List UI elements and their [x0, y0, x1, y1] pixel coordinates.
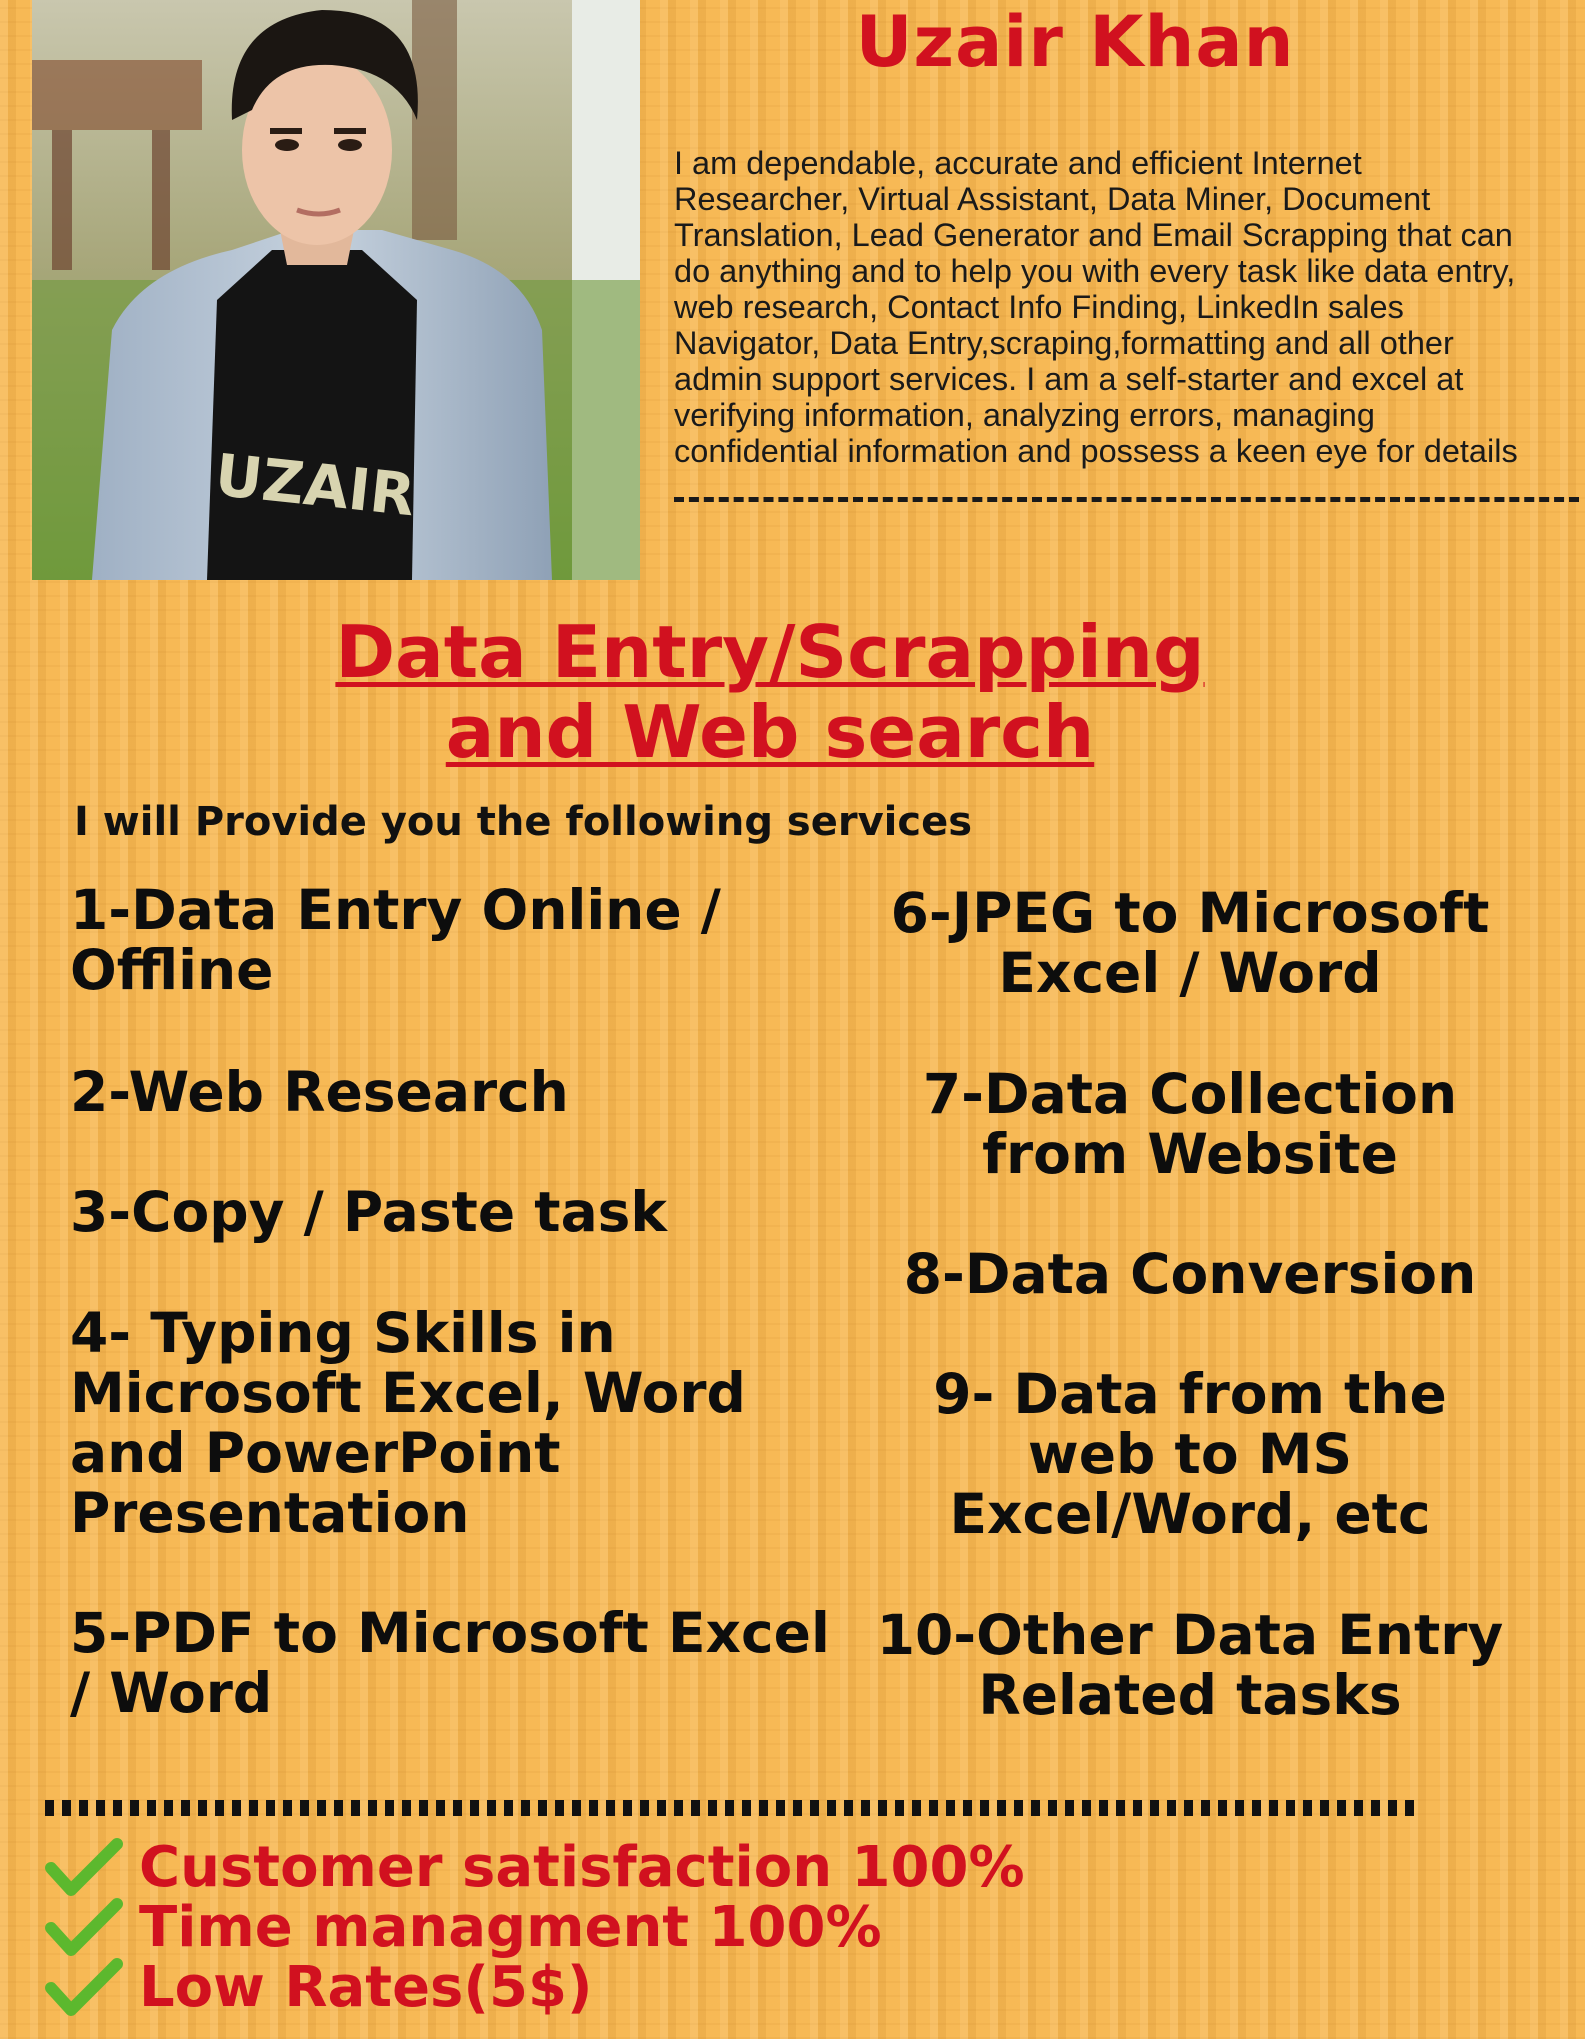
service-line: Related tasks [978, 1663, 1402, 1727]
services-intro: I will Provide you the following services [74, 799, 973, 845]
service-line: / Word [70, 1661, 273, 1725]
profile-name: Uzair Khan [855, 1, 1295, 83]
service-item-10 [860, 1605, 1520, 1725]
service-line: Microsoft Excel, Word [70, 1361, 746, 1425]
service-line: 7-Data Collection [922, 1062, 1458, 1126]
service-line: Presentation [70, 1481, 470, 1545]
highlight-text: Low Rates(5$) [139, 1955, 593, 2020]
service-line: 9- Data from the [933, 1362, 1447, 1426]
service-item-6 [860, 883, 1520, 1003]
service-item-2 [70, 1062, 870, 1122]
bio-line: admin support services. I am a self-starter and excel at [674, 361, 1464, 397]
bio-line: web research, Contact Info Finding, LinkedIn sales [674, 289, 1404, 325]
service-item-7 [860, 1064, 1520, 1184]
header-divider [674, 497, 1579, 502]
highlight-item [45, 1835, 1245, 1900]
highlight-item [45, 1955, 1245, 2020]
service-line: 2-Web Research [70, 1060, 569, 1124]
bio-line: confidential information and possess a keen eye for details [674, 433, 1518, 469]
service-item-5 [70, 1603, 870, 1723]
service-line: 1-Data Entry Online / [70, 878, 721, 942]
profile-photo-illustration [32, 0, 640, 580]
service-line: 10-Other Data Entry [876, 1603, 1504, 1667]
service-line: 5-PDF to Microsoft Excel [70, 1601, 830, 1665]
title-line-2: and Web search [445, 690, 1095, 774]
bio-line: Navigator, Data Entry,scraping,formatting and all other [674, 325, 1454, 361]
checkmark-icon [45, 1838, 123, 1898]
shirt-print: UZAIR [211, 440, 419, 530]
service-item-9 [860, 1364, 1520, 1544]
service-item-8 [860, 1244, 1520, 1304]
profile-bio [674, 145, 1579, 469]
page-title [200, 612, 1340, 772]
service-line: 6-JPEG to Microsoft [890, 881, 1490, 945]
bio-line: Researcher, Virtual Assistant, Data Miner, Document [674, 181, 1431, 217]
bio-line: Translation, Lead Generator and Email Scrapping that can [674, 217, 1513, 253]
service-line: 8-Data Conversion [903, 1242, 1477, 1306]
footer-divider [45, 1800, 1417, 1816]
bio-line: do anything and to help you with every task like data entry, [674, 253, 1516, 289]
highlight-text: Time managment 100% [139, 1895, 882, 1960]
service-line: Excel / Word [998, 941, 1382, 1005]
highlights-list [45, 1835, 1245, 2020]
bio-line: I am dependable, accurate and efficient Internet [674, 145, 1362, 181]
profile-photo [32, 0, 640, 580]
checkmark-icon [45, 1958, 123, 2018]
title-line-1: Data Entry/Scrapping [335, 610, 1205, 694]
service-line: Offline [70, 938, 274, 1002]
service-item-3 [70, 1182, 870, 1242]
highlight-item [45, 1895, 1245, 1960]
service-line: and PowerPoint [70, 1421, 561, 1485]
highlight-text: Customer satisfaction 100% [139, 1835, 1025, 1900]
bio-line: verifying information, analyzing errors, managing [674, 397, 1375, 433]
service-line: Excel/Word, etc [949, 1482, 1431, 1546]
service-item-1 [70, 880, 870, 1000]
service-line: web to MS [1027, 1422, 1353, 1486]
service-line: from Website [982, 1122, 1398, 1186]
service-item-4 [70, 1303, 870, 1543]
checkmark-icon [45, 1898, 123, 1958]
service-line: 3-Copy / Paste task [70, 1180, 667, 1244]
service-line: 4- Typing Skills in [70, 1301, 616, 1365]
